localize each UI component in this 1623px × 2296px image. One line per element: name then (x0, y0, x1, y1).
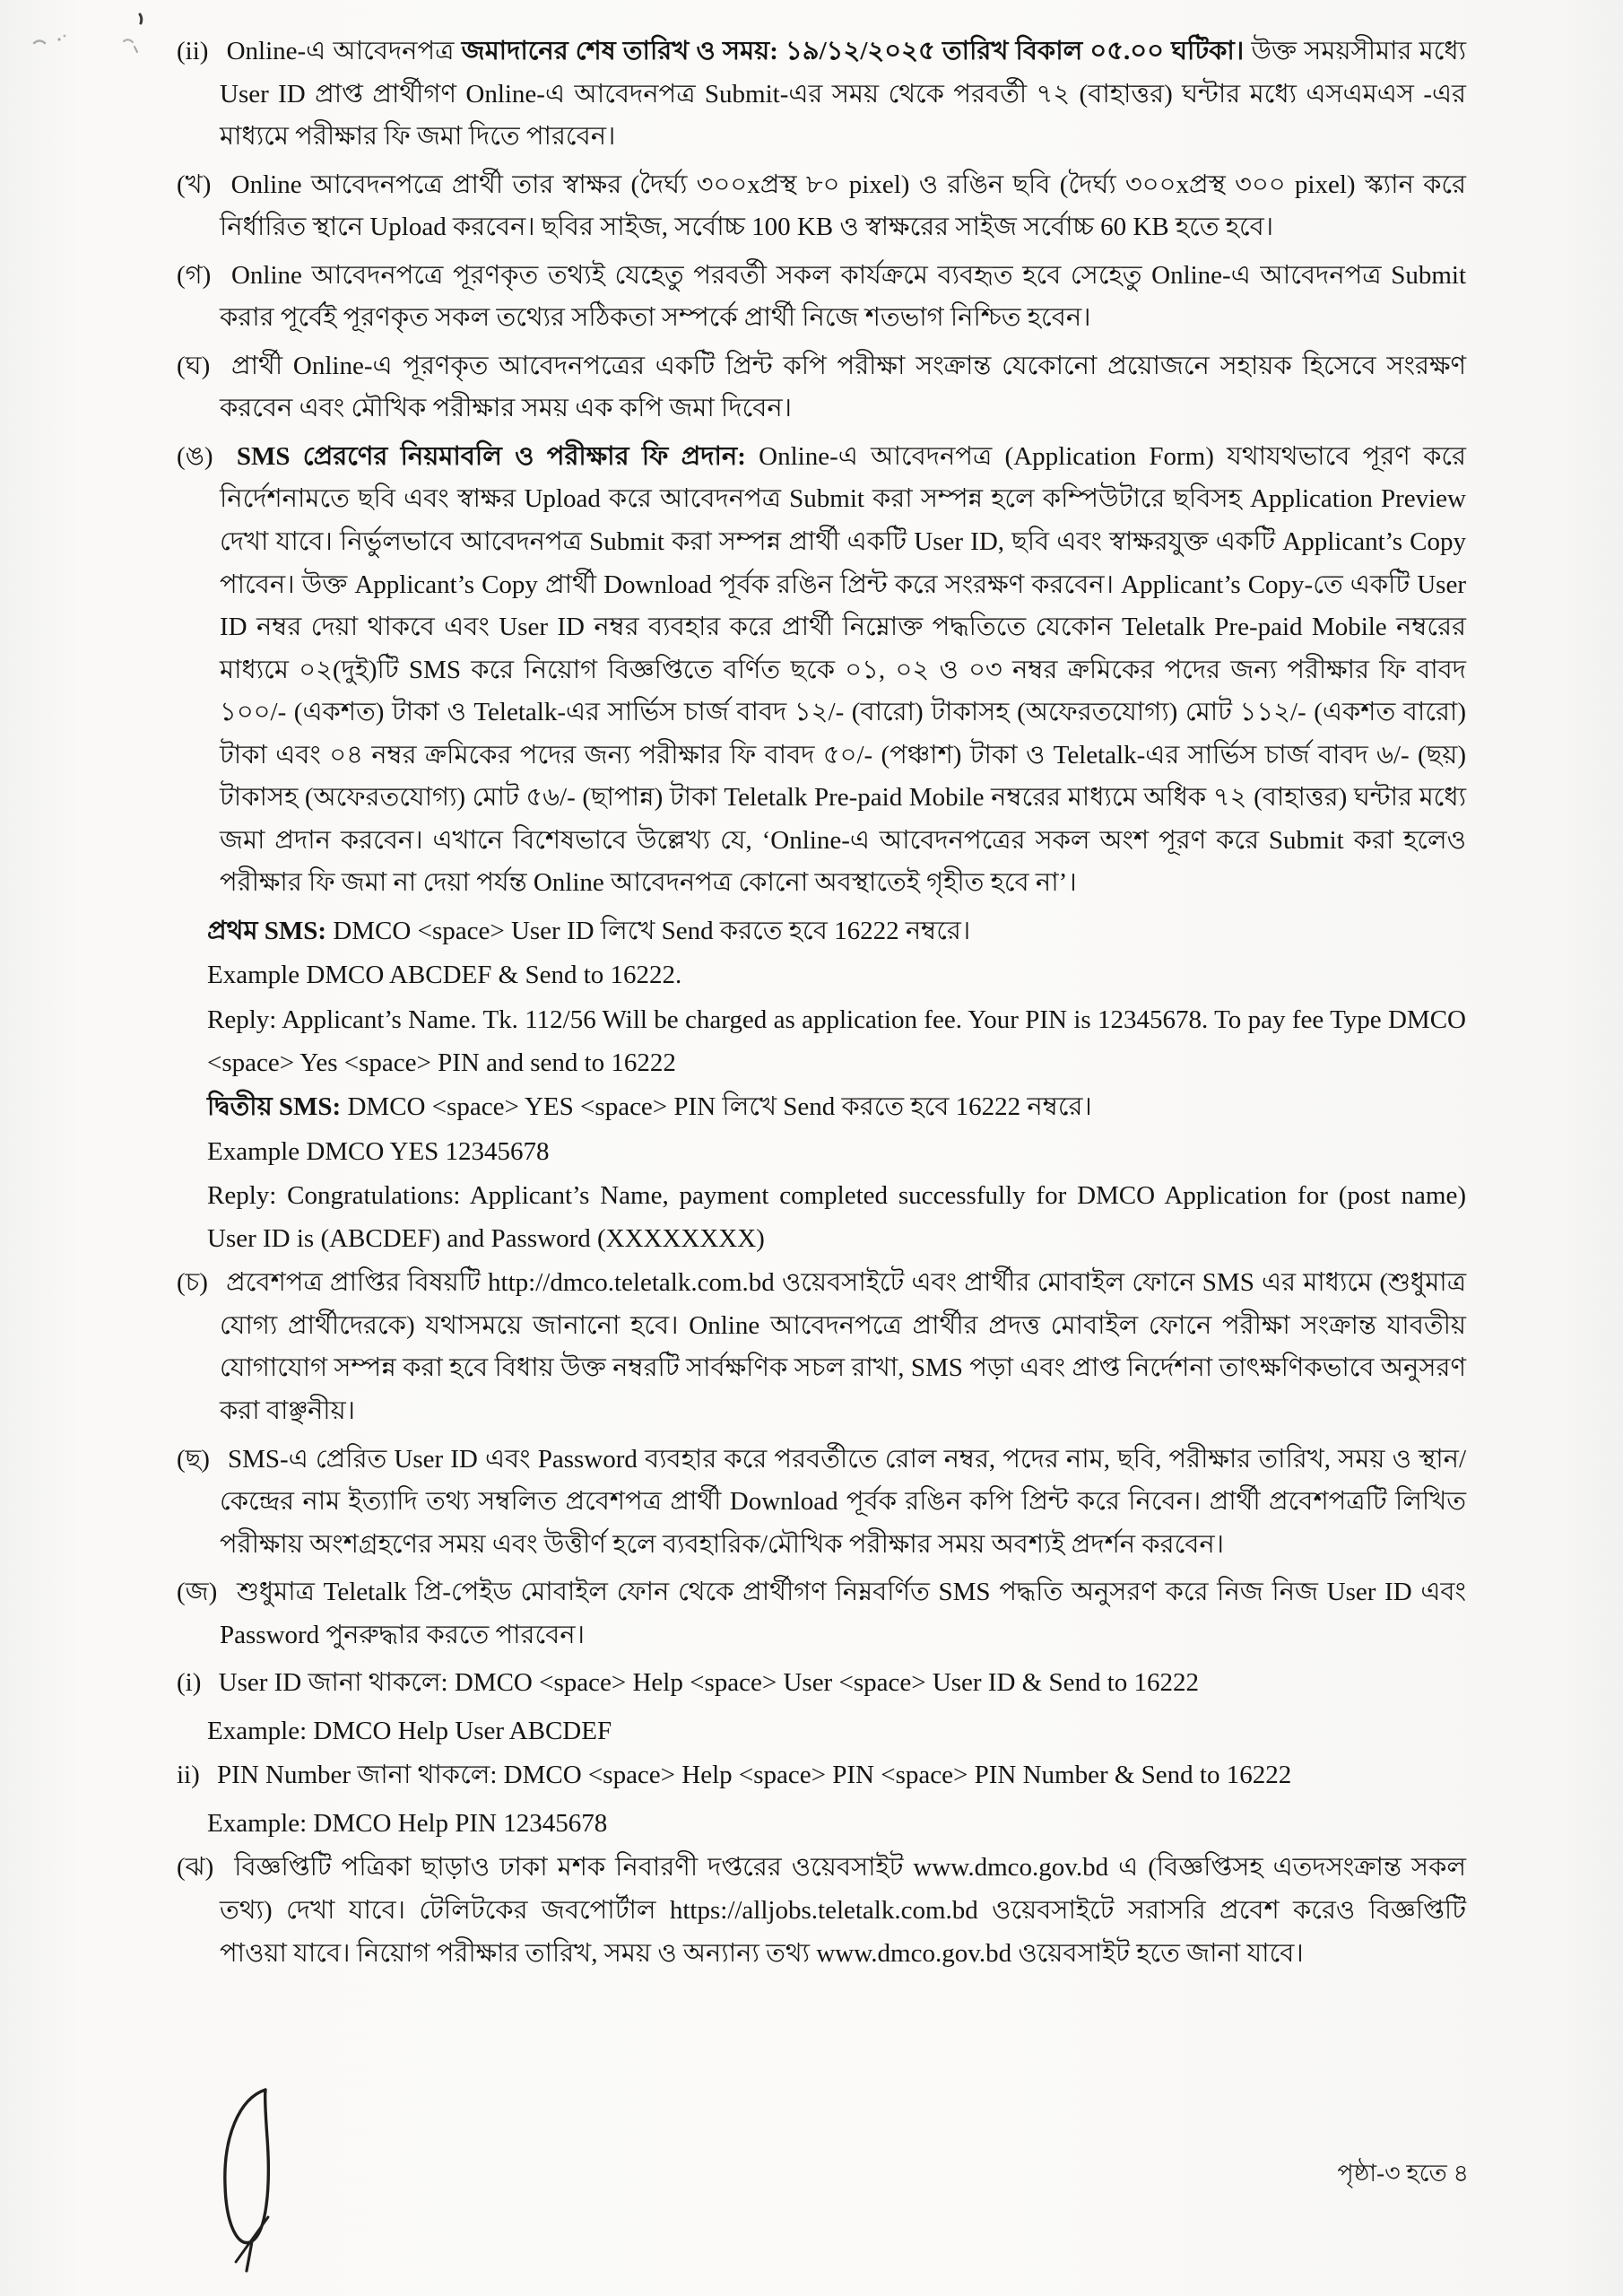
paragraph-text: Example DMCO ABCDEF & Send to 16222. (207, 961, 682, 990)
paragraph (177, 345, 1466, 430)
paragraph-text: PIN Number জানা থাকলে: DMCO <space> Help <space> PIN <space> PIN Number & Send to 16222 (217, 1761, 1292, 1790)
page-number: পৃষ্ঠা-৩ হতে ৪ (1337, 2160, 1469, 2187)
paragraph-label: (ii) (177, 37, 209, 65)
paragraph-label: (জ) (177, 1578, 218, 1607)
signature-mark (213, 2083, 296, 2275)
paragraph-text: শুধুমাত্র Teletalk প্রি-পেইড মোবাইল ফোন থেকে প্রার্থীগণ নিম্নবর্ণিত SMS পদ্ধতি অনুসরণ করে নিজ নিজ User ID এবং Password পুনরুদ্ধার করতে পারবেন। (220, 1578, 1466, 1649)
paragraph (177, 1439, 1466, 1567)
paragraph-text: বিজ্ঞপ্তিটি পত্রিকা ছাড়াও ঢাকা মশক নিবারণী দপ্তরের ওয়েবসাইট www.dmco.gov.bd এ (বিজ্ঞপ্তিসহ এতদসংক্রান্ত সকল তথ্য) দেখা যাবে। টেলিটকের জবপোর্টাল https://alljobs.teletalk.com.bd ওয়েবসাইটে সরাসরি প্রবেশ করেও বিজ্ঞপ্তিটি পাওয়া যাবে। নিয়োগ পরীক্ষার তারিখ, সময় ও অন্যান্য তথ্য www.dmco.gov.bd ওয়েবসাইট হতে জানা যাবে। (220, 1853, 1466, 1968)
paragraph (207, 1175, 1466, 1260)
paragraph-label: (চ) (177, 1268, 208, 1298)
paragraph-text: দ্বিতীয় SMS: DMCO <space> YES <space> PIN লিখে Send করতে হবে 16222 নম্বরে। (207, 1092, 1092, 1122)
paragraph (207, 954, 1466, 997)
paragraph (177, 436, 1466, 905)
paragraph (177, 1847, 1466, 1975)
paragraph-text: Online আবেদনপত্রে পূরণকৃত তথ্যই যেহেতু পরবর্তী সকল কার্যক্রমে ব্যবহৃত হবে সেহেতু Online-এ আবেদনপত্র Submit করার পূর্বেই পূরণকৃত সকল তথ্যের সঠিকতা সম্পর্কে প্রার্থী নিজে শতভাগ নিশ্চিত হবেন। (220, 260, 1467, 333)
paragraph-text: Reply: Applicant’s Name. Tk. 112/56 Will be charged as application fee. Your PIN is 12345678. To pay fee Type DMCO <space> Yes <space> PIN and send to 16222 (207, 1005, 1466, 1077)
paragraph (177, 1754, 1466, 1797)
paragraph-label: (ছ) (177, 1444, 210, 1474)
paragraph-text: Example DMCO YES 12345678 (207, 1136, 550, 1166)
paragraph-text: Reply: Congratulations: Applicant’s Name, payment completed successfully for DMCO Application for (post name) User ID is (ABCDEF) and Password (XXXXXXXX) (207, 1181, 1466, 1253)
paragraph (177, 1262, 1466, 1432)
paragraph-label: (ঘ) (177, 351, 211, 380)
paragraph-text: Online আবেদনপত্রে প্রার্থী তার স্বাক্ষর (দৈর্ঘ্য ৩০০xপ্রস্থ ৮০ pixel) ও রঙিন ছবি (দৈর্ঘ্য ৩০০xপ্রস্থ ৩০০ pixel) স্ক্যান করে নির্ধারিত স্থানে Upload করবেন। ছবির সাইজ, সর্বোচ্চ 100 KB ও স্বাক্ষরের সাইজ সর্বোচ্চ 60 KB হতে হবে। (220, 170, 1467, 242)
paragraph-label: ii) (177, 1761, 200, 1790)
paragraph-text: Online-এ আবেদনপত্র জমাদানের শেষ তারিখ ও সময়: ১৯/১২/২০২৫ তারিখ বিকাল ০৫.০০ ঘটিকা। উক্ত সময়সীমার মধ্যে User ID প্রাপ্ত প্রার্থীগণ Online-এ আবেদনপত্র Submit-এর সময় থেকে পরবর্তী ৭২ (বাহাত্তর) ঘন্টার মধ্যে এসএমএস -এর মাধ্যমে পরীক্ষার ফি জমা দিতে পারবেন। (220, 37, 1467, 152)
paragraph (207, 1086, 1466, 1129)
document-body (177, 30, 1466, 1980)
paragraph-text: User ID জানা থাকলে: DMCO <space> Help <space> User <space> User ID & Send to 16222 (218, 1668, 1200, 1698)
paragraph (207, 1131, 1466, 1174)
paragraph (207, 1803, 1466, 1846)
paragraph-text: Example: DMCO Help PIN 12345678 (207, 1808, 608, 1838)
paragraph-text: প্রথম SMS: DMCO <space> User ID লিখে Send করতে হবে 16222 নম্বরে। (207, 916, 971, 945)
paragraph (207, 999, 1466, 1084)
paragraph-text: SMS প্রেরণের নিয়মাবলি ও পরীক্ষার ফি প্রদান: Online-এ আবেদনপত্র (Application Form) যথাযথভাবে পূরণ করে নির্দেশনামতে ছবি এবং স্বাক্ষর Upload করে আবেদনপত্র Submit করা সম্পন্ন হলে কম্পিউটারে ছবিসহ Application Preview দেখা যাবে। নির্ভুলভাবে আবেদনপত্র Submit করা সম্পন্ন প্রার্থী একটি User ID, ছবি এবং স্বাক্ষরযুক্ত একটি Applicant’s Copy পাবেন। উক্ত Applicant’s Copy প্রার্থী Download পূর্বক রঙিন প্রিন্ট করে সংরক্ষণ করবেন। Applicant’s Copy-তে একটি User ID নম্বর দেয়া থাকবে এবং User ID নম্বর ব্যবহার করে প্রার্থী নিম্নোক্ত পদ্ধতিতে যেকোন Teletalk Pre-paid Mobile নম্বরের মাধ্যমে ০২(দুই)টি SMS করে নিয়োগ বিজ্ঞপ্তিতে বর্ণিত ছকে ০১, ০২ ও ০৩ নম্বর ক্রমিকের পদের জন্য পরীক্ষার ফি বাবদ ১০০/- (একশত) টাকা ও Teletalk-এর সার্ভিস চার্জ বাবদ ১২/- (বারো) টাকাসহ (অফেরতযোগ্য) মোট ১১২/- (একশত বারো) টাকা এবং ০৪ নম্বর ক্রমিকের পদের জন্য পরীক্ষার ফি বাবদ ৫০/- (পঞ্চাশ) টাকা ও Teletalk-এর সার্ভিস চার্জ বাবদ ৬/- (ছয়) টাকাসহ (অফেরতযোগ্য) মোট ৫৬/- (ছাপান্ন) টাকা Teletalk Pre-paid Mobile নম্বরের মাধ্যমে অধিক ৭২ (বাহাত্তর) ঘন্টার মধ্যে জমা প্রদান করবেন। এখানে বিশেষভাবে উল্লেখ্য যে, ‘Online-এ আবেদনপত্রের সকল অংশ পূরণ করে Submit করা হলেও পরীক্ষার ফি জমা না দেয়া পর্যন্ত Online আবেদনপত্র কোনো অবস্থাতেই গৃহীত হবে না’। (220, 441, 1467, 898)
paragraph (207, 1710, 1466, 1753)
paragraph-text: Example: DMCO Help User ABCDEF (207, 1716, 612, 1745)
paragraph (177, 1662, 1466, 1705)
paragraph (177, 30, 1466, 159)
paragraph (177, 255, 1466, 340)
paragraph (207, 910, 1466, 953)
paragraph-label: (গ) (177, 260, 212, 290)
paragraph-label: (খ) (177, 170, 212, 199)
paragraph-text: প্রবেশপত্র প্রাপ্তির বিষয়টি http://dmco.teletalk.com.bd ওয়েবসাইটে এবং প্রার্থীর মোবাইল ফোনে SMS এর মাধ্যমে (শুধুমাত্র যোগ্য প্রার্থীদেরকে) যথাসময়ে জানানো হবে। Online আবেদনপত্রে প্রার্থীর প্রদত্ত মোবাইল ফোনে পরীক্ষা সংক্রান্ত যাবতীয় যোগাযোগ সম্পন্ন করা হবে বিধায় উক্ত নম্বরটি সার্বক্ষণিক সচল রাখা, SMS পড়া এবং প্রাপ্ত নির্দেশনা তাৎক্ষণিকভাবে অনুসরণ করা বাঞ্ছনীয়। (220, 1268, 1467, 1425)
paragraph-text: SMS-এ প্রেরিত User ID এবং Password ব্যবহার করে পরবর্তীতে রোল নম্বর, পদের নাম, ছবি, পরীক্ষার তারিখ, সময় ও স্থান/কেন্দ্রের নাম ইত্যাদি তথ্য সম্বলিত প্রবেশপত্র প্রার্থী Download পূর্বক রঙিন কপি প্রিন্ট করে নিবেন। প্রার্থী প্রবেশপত্রটি লিখিত পরীক্ষায় অংশগ্রহণের সময় এবং উত্তীর্ণ হলে ব্যবহারিক/মৌখিক পরীক্ষার সময় অবশ্যই প্রদর্শন করবেন। (220, 1444, 1467, 1559)
paragraph (177, 1571, 1466, 1657)
paragraph-text: প্রার্থী Online-এ পূরণকৃত আবেদনপত্রের একটি প্রিন্ট কপি পরীক্ষা সংক্রান্ত যেকোনো প্রয়োজনে সহায়ক হিসেবে সংরক্ষণ করবেন এবং মৌখিক পরীক্ষার সময় এক কপি জমা দিবেন। (220, 351, 1466, 423)
scan-artifacts (0, 0, 197, 81)
paragraph (177, 164, 1466, 249)
paragraph-label: (ঙ) (177, 441, 213, 471)
paragraph-label: (ঝ) (177, 1853, 214, 1883)
paragraph-label: (i) (177, 1668, 202, 1698)
